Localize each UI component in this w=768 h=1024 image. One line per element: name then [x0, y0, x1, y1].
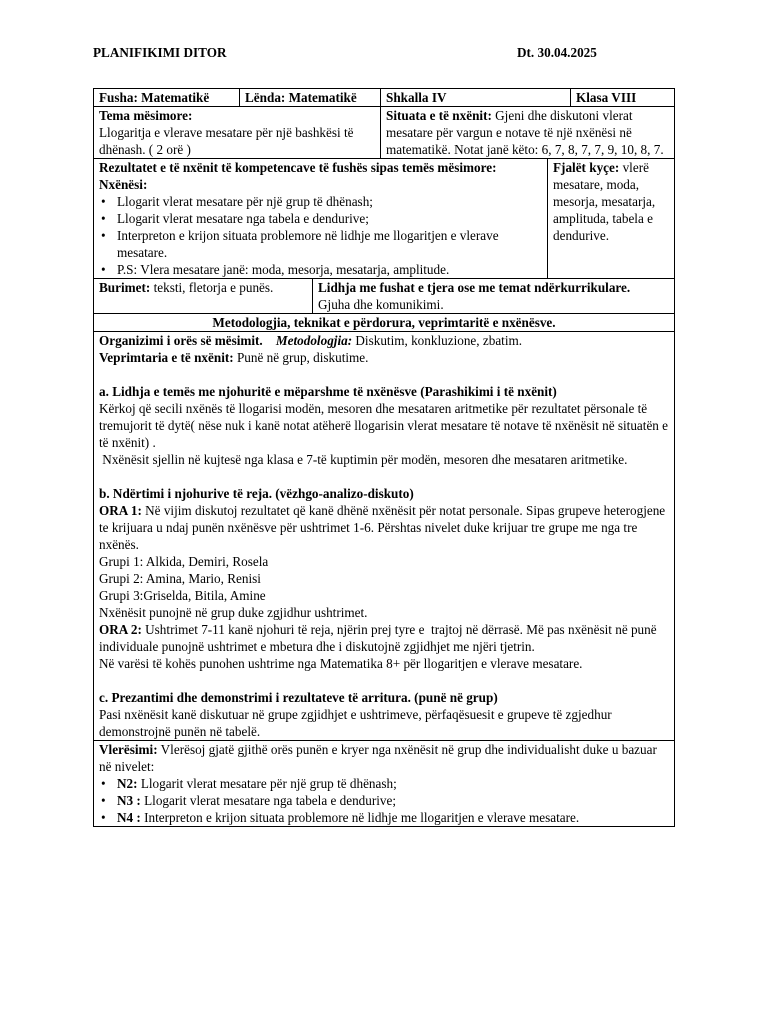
section-a-title-text: a. Lidhja e temës me njohuritë e mëparshme të nxënësve (Parashikimi i të nxënit)	[99, 384, 557, 399]
section-c-paragraph: Pasi nxënësit kanë diskutuar në grupe zgjidhjet e ushtrimeve, përfaqësuesit e grupeve të zgjedhur demonstrojnë punën në tabelë.	[99, 707, 612, 739]
section-a-paragraph-1: Kërkoj që secili nxënës të llogarisi modën, mesoren dhe mesataren aritmetike për rezultatet përsonale të tremujorit të dytë( nëse nuk i kanë notat atëherë llogarisin vlerat mesatare të notave të nxënësit në situatën e të nxënit) .	[99, 401, 669, 450]
fusha-text: Fusha: Matematikë	[99, 90, 210, 105]
lenda-cell	[239, 89, 380, 106]
vleresimi-text: Vlerësoj gjatë gjithë orës punën e kryer nga nxënësit në grup dhe individualisht duke u bazuar në nivelet:	[99, 742, 657, 774]
vleresimi-label: Vlerësimi:	[99, 742, 158, 757]
vleresimi-paragraph	[99, 741, 669, 775]
fjalet-kyce-cell	[547, 159, 674, 278]
shkalla-text: Shkalla IV	[386, 90, 447, 105]
tema-label: Tema mësimore:	[99, 108, 193, 123]
info-row	[94, 89, 674, 106]
level-text: Interpreton e krijon situata problemore në lidhje me llogaritjen e vlerave mesatare.	[140, 810, 580, 825]
tema-situata-row	[94, 106, 674, 158]
rezultatet-cell	[94, 159, 547, 278]
organizimi-line	[99, 332, 669, 349]
tema-cell	[94, 107, 380, 158]
fusha-cell	[94, 89, 239, 106]
fjalet-label: Fjalët kyçe:	[553, 160, 620, 175]
nxenesi-label: Nxënësi:	[99, 177, 148, 192]
organizimi-row	[94, 331, 674, 740]
ora1-paragraph	[99, 502, 669, 553]
level-text: Llogarit vlerat mesatare për një grup të dhënash;	[137, 776, 397, 791]
levels-list	[99, 775, 669, 826]
level-label: N2:	[117, 776, 138, 791]
level-text: Llogarit vlerat mesatare nga tabela e dendurive;	[140, 793, 397, 808]
list-item: • Interpreton e krijon situata problemore në lidhje me llogaritjen e vlerave mesatare.	[99, 227, 542, 261]
grupi-3: Grupi 3:Griselda, Bitila, Amine	[99, 588, 266, 603]
level-label: N3 :	[117, 793, 141, 808]
metodologjia-label: Metodologjia:	[275, 333, 353, 348]
list-item: • Llogarit vlerat mesatare nga tabela e dendurive;	[99, 210, 542, 227]
grupi-1: Grupi 1: Alkida, Demiri, Rosela	[99, 554, 269, 569]
situata-cell	[380, 107, 674, 158]
lidhja-text: Gjuha dhe komunikimi.	[318, 297, 444, 312]
metodologjia-text: Diskutim, konkluzione, zbatim.	[352, 333, 523, 348]
burimet-text: teksti, fletorja e punës.	[150, 280, 274, 295]
grupi-2: Grupi 2: Amina, Mario, Renisi	[99, 571, 261, 586]
burimet-cell	[94, 279, 312, 313]
lidhja-label: Lidhja me fushat e tjera ose me temat ndërkurrikulare.	[318, 280, 631, 295]
ora2-text: Ushtrimet 7-11 kanë njohuri të reja, njërin prej tyre e trajtoj në dërrasë. Më pas nxënësit në punë individuale punojnë ushtrimet e mbetura dhe i diskutojnë zgjidhjet me njëri tjetrin.	[99, 622, 660, 654]
situata-label: Situata e të nxënit:	[386, 108, 492, 123]
vares-paragraph: Në varësi të kohës punohen ushtrime nga Matematika 8+ për llogaritjen e vlerave mesatare.	[99, 656, 583, 671]
shkalla-cell	[380, 89, 570, 106]
section-b-title	[99, 485, 669, 502]
veprimtaria-text: Punë në grup, diskutime.	[233, 350, 369, 365]
lesson-plan-table	[93, 88, 675, 827]
organizimi-label: Organizimi i orës së mësimit.	[99, 333, 263, 348]
list-item	[99, 809, 669, 826]
organizimi-cell	[94, 332, 674, 740]
metodologjia-heading-cell	[94, 314, 674, 331]
lenda-text: Lënda: Matematikë	[245, 90, 357, 105]
section-c-title	[99, 689, 669, 706]
ora1-text: Në vijim diskutoj rezultatet që kanë dhënë nxënësit për notat personale. Sipas grupeve heterogjene te krijuara u ndaj punën nxënësve për ushtrimet 1-6. Përshtas nivelet duke krijuar tre grupe me nga tre nxënës.	[99, 503, 666, 552]
klasa-text: Klasa VIII	[576, 90, 637, 105]
rezultatet-row	[94, 158, 674, 278]
ora2-paragraph	[99, 621, 669, 655]
burimet-row	[94, 278, 674, 313]
vleresimi-row	[94, 740, 674, 826]
list-item: • Llogarit vlerat mesatare për një grup të dhënash;	[99, 193, 542, 210]
ora1-label: ORA 1:	[99, 503, 142, 518]
situata-text: Gjeni dhe diskutoni vlerat mesatare për vargun e notave të një nxënësi në matematikë. Notat janë këto: 6, 7, 8, 7, 7, 9, 10, 8, 7.	[386, 108, 664, 157]
veprimtaria-line	[99, 349, 669, 366]
section-b-title-text: b. Ndërtimi i njohurive të reja. (vëzhgo-analizo-diskuto)	[99, 486, 414, 501]
document-date: Dt. 30.04.2025	[517, 45, 597, 60]
section-a-paragraph-2: Nxënësit sjellin në kujtesë nga klasa e 7-të kuptimin për modën, mesoren dhe mesataren aritmetike.	[99, 452, 628, 467]
rezultatet-label: Rezultatet e të nxënit të kompetencave të fushës sipas temës mësimore:	[99, 160, 497, 175]
list-item	[99, 792, 669, 809]
section-c-title-text: c. Prezantimi dhe demonstrimi i rezultateve të arritura. (punë në grup)	[99, 690, 498, 705]
fjalet-text: vlerë mesatare, moda, mesorja, mesatarja, amplituda, tabela e dendurive.	[553, 160, 656, 243]
document-title: PLANIFIKIMI DITOR	[93, 45, 227, 60]
section-a-title	[99, 383, 669, 400]
punojne-line: Nxënësit punojnë në grup duke zgjidhur ushtrimet.	[99, 605, 368, 620]
list-item	[99, 775, 669, 792]
lidhja-cell	[312, 279, 674, 313]
metodologjia-heading-row	[94, 313, 674, 331]
document-header	[93, 44, 675, 62]
klasa-cell	[570, 89, 674, 106]
rezultatet-list	[99, 193, 542, 278]
ora2-label: ORA 2:	[99, 622, 142, 637]
level-label: N4 :	[117, 810, 141, 825]
list-item: • P.S: Vlera mesatare janë: moda, mesorja, mesatarja, amplitude.	[99, 261, 542, 278]
veprimtaria-label: Veprimtaria e të nxënit:	[99, 350, 234, 365]
vleresimi-cell	[94, 741, 674, 826]
burimet-label: Burimet:	[99, 280, 151, 295]
tema-text: Llogaritja e vlerave mesatare për një bashkësi të dhënash. ( 2 orë )	[99, 125, 354, 157]
metodologjia-heading: Metodologjia, teknikat e përdorura, veprimtaritë e nxënësve.	[212, 315, 556, 330]
